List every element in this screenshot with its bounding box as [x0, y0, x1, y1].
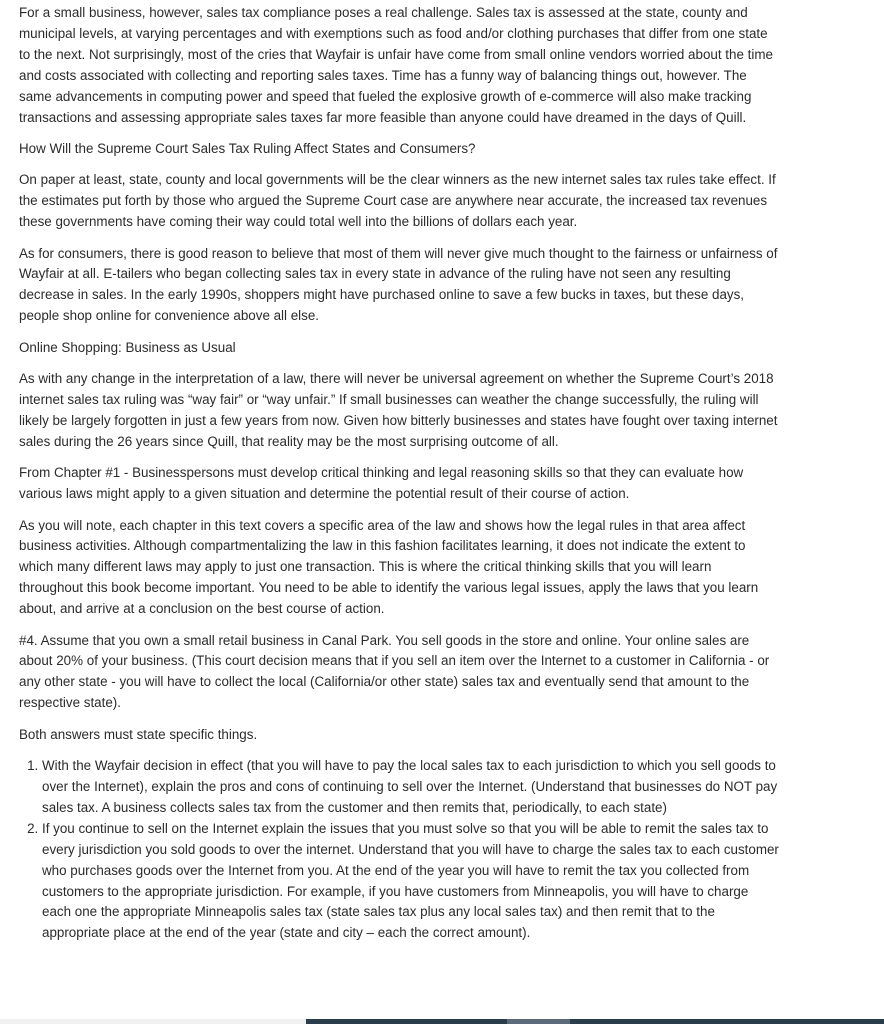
paragraph-chapter-1: From Chapter #1 - Businesspersons must develop critical thinking and legal reasoning skills so that they can evaluate how various laws might apply to a given situation and determine the potential result of their course of action.: [19, 465, 744, 502]
heading-ruling-effect: How Will the Supreme Court Sales Tax Ruling Affect States and Consumers?: [19, 140, 476, 156]
paragraph-governments: On paper at least, state, county and local governments will be the clear winners as the new internet sales tax rules take effect. If the estimates put forth by those who argued the Supreme Court case are anywhere near accurate, the increased tax revenues these governments have coming their way could total well into the billions of dollars each year.: [19, 172, 776, 230]
question-list: [19, 756, 779, 944]
heading-business-as-usual: Online Shopping: Business as Usual: [19, 339, 236, 355]
question-item-1: 1. With the Wayfair decision in effect (that you will have to pay the local sales tax to each jurisdiction to which you sell goods to over the Internet), explain the pros and cons of continuing to sell over the Internet. (Understand that businesses do NOT pay sales tax. A business collects sales tax from the customer and then remits that, periodically, to each state): [42, 756, 779, 819]
question-item-2: 2. If you continue to sell on the Internet explain the issues that you must solve so that you will be able to remit the sales tax to every jurisdiction you sold goods to over the internet. Understand that you will have to charge the sales tax to each customer who purchases goods over the Internet from you. At the end of the year you will have to remit the tax you collected from customers to the appropriate jurisdiction. For example, if you have customers from Minneapolis, you will have to charge each one the appropriate Minneapolis sales tax (state sales tax plus any local sales tax) and then remit that to the appropriate place at the end of the year (state and city – each the correct amount).: [42, 819, 779, 944]
document-body: [19, 3, 779, 944]
scrollbar-thumb[interactable]: [507, 1019, 570, 1024]
paragraph-chapter-note: As you will note, each chapter in this text covers a specific area of the law and shows how the legal rules in that area affect business activities. Although compartmentalizing the law in this fashion facilitates learning, it does not indicate the extent to which many different laws may apply to just one transaction. This is where the critical thinking skills that you will learn throughout this book become important. You need to be able to identify the various legal issues, apply the laws that you learn about, and arrive at a conclusion on the best course of action.: [19, 517, 759, 617]
paragraph-consumers: As for consumers, there is good reason to believe that most of them will never give much thought to the fairness or unfairness of Wayfair at all. E-tailers who began collecting sales tax in every state in advance of the ruling have not seen any resulting decrease in sales. In the early 1990s, shoppers might have purchased online to save a few bucks in taxes, but these days, people shop online for convenience above all else.: [19, 245, 778, 324]
scrollbar-track[interactable]: [306, 1019, 884, 1024]
paragraph-question-4: #4. Assume that you own a small retail business in Canal Park. You sell goods in the store and online. Your online sales are about 20% of your business. (This court decision means that if you sell an item over the Internet to a customer in California - or any other state - you will have to collect the local (California/or other state) sales tax and eventually send that amount to the respective state).: [19, 632, 770, 711]
paragraph-universal-agreement: As with any change in the interpretation of a law, there will never be universal agreement on whether the Supreme Court’s 2018 internet sales tax ruling was “way fair” or “way unfair.” If small businesses can weather the change successfully, the ruling will likely be largely forgotten in just a few years from now. Given how bitterly businesses and states have fought over taxing internet sales during the 26 years since Quill, that reality may be the most surprising outcome of all.: [19, 371, 778, 449]
paragraph-small-business: For a small business, however, sales tax compliance poses a real challenge. Sales tax is assessed at the state, county and municipal levels, at varying percentages and with exemptions such as food and/or clothing purchases that differ from one state to the next. Not surprisingly, most of the cries that Wayfair is unfair have come from small online vendors worried about the time and costs associated with collecting and reporting sales taxes. Time has a funny way of balancing things out, however. The same advancements in computing power and speed that fueled the explosive growth of e-commerce will also make tracking transactions and assessing appropriate sales taxes far more feasible than anyone could have dreamed in the days of Quill.: [19, 5, 773, 125]
paragraph-answers-note: Both answers must state specific things.: [19, 726, 258, 742]
horizontal-scrollbar[interactable]: [0, 1019, 884, 1024]
